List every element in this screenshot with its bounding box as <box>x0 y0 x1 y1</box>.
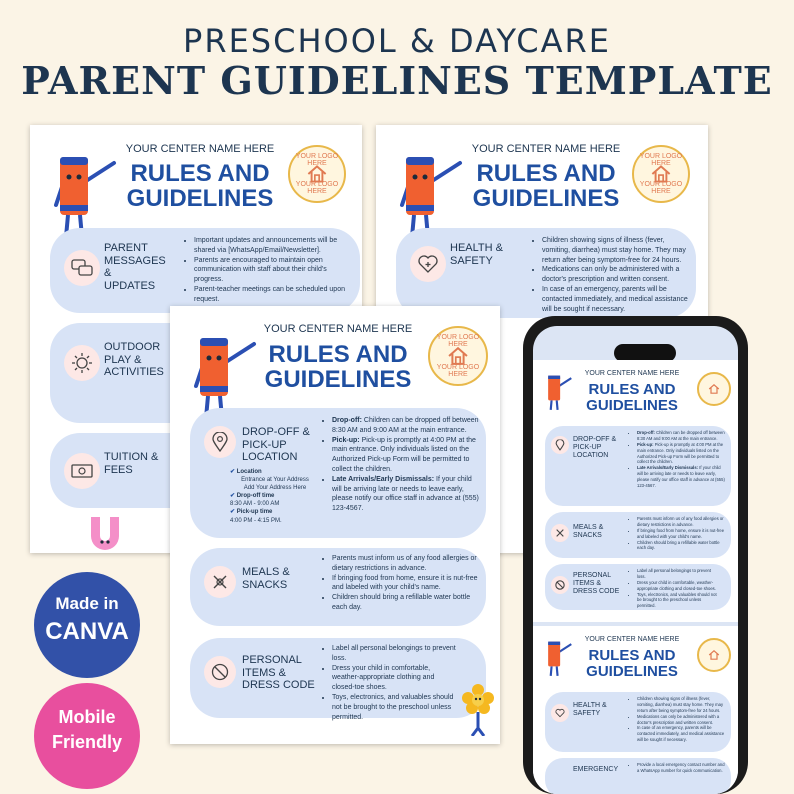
location-icon <box>212 432 228 452</box>
headline-main: PARENT GUIDELINES TEMPLATE <box>21 58 773 103</box>
logo-placeholder <box>697 638 731 672</box>
mini-section-personal <box>545 564 731 610</box>
canva-badge: Made in CANVA <box>34 572 140 678</box>
mini-page-1 <box>533 360 738 622</box>
mascot-illustration <box>543 368 573 414</box>
no-toys-icon <box>555 580 565 590</box>
no-toys-icon <box>211 663 229 681</box>
section-bullets: • Children showing signs of illness (fever, vomiting, diarrhea) must stay home. They may return after being symptom-free for 24 hours. • Medications can only be administered with a doctor's prescription and written consent. • In case of an emergency, parents will be contacted immediately, and medical assistance will be sought if necessary. <box>627 696 727 743</box>
section-bullets: • Label all personal belongings to prevent loss. • Dress your child in comfortable, weather-appropriate clothing and closed-toe shoes. • Toys, electronics, and valuables should not be brought to the preschool unless permitted. <box>322 644 458 722</box>
pickup-title: ✔ Pick-up time <box>230 509 273 516</box>
center-name: YOUR CENTER NAME HERE <box>584 370 680 377</box>
headline-top: PRESCHOOL & DAYCARE <box>183 22 611 60</box>
section-health-safety <box>396 228 696 318</box>
section-bullets: • Provide a local emergency contact number and a WhatsApp number for quick communication. <box>627 762 727 774</box>
meal-icon <box>211 573 229 591</box>
flower-character-illustration <box>462 684 494 736</box>
health-icon <box>417 254 439 274</box>
location-title: ✔ Location <box>230 469 262 475</box>
page-title: RULES AND GUIDELINES <box>126 160 274 213</box>
mini-section-emergency <box>545 758 731 794</box>
section-personal-items <box>190 638 486 721</box>
section-label: HEALTH & SAFETY <box>450 242 503 267</box>
section-label: HEALTH & SAFETY <box>573 702 607 718</box>
phone-mockup <box>523 316 748 794</box>
center-name: YOUR CENTER NAME HERE <box>584 636 680 643</box>
section-label: PERSONAL ITEMS & DRESS CODE <box>242 654 315 692</box>
section-label: MEALS & SNACKS <box>573 524 604 540</box>
section-label: MEALS & SNACKS <box>242 566 290 591</box>
section-bullets: • Label all personal belongings to prevent loss. • Dress your child in comfortable, weather-appropriate clothing and closed-toe shoes. • Toys, electronics, and valuables should not be brought to the preschool unless permitted. <box>627 568 717 609</box>
meal-icon <box>555 528 565 538</box>
health-icon <box>555 708 565 718</box>
section-parent-messages <box>50 228 360 313</box>
section-meals-snacks <box>190 548 486 626</box>
page-front <box>170 306 500 744</box>
house-icon <box>708 383 720 395</box>
check-icon: ✔ <box>230 509 236 516</box>
icon-circle <box>204 656 236 688</box>
magnet-character-illustration <box>88 508 122 553</box>
money-icon <box>71 464 93 478</box>
dropoff-title: ✔ Drop-off time <box>230 493 275 500</box>
house-icon <box>708 649 720 661</box>
icon-circle <box>551 436 569 454</box>
section-label: PARENT MESSAGES & UPDATES <box>104 242 166 292</box>
logo-placeholder: YOUR LOGO HERE YOUR LOGO HERE <box>288 145 346 203</box>
icon-circle <box>64 345 100 381</box>
section-bullets: • Parents must inform us of any food allergies or dietary restrictions in advance. • If bringing food from home, ensure it is nut-free and labeled with your child's name. • Children should bring a refillable water bottle each day. <box>322 554 482 613</box>
sun-icon <box>71 352 93 374</box>
mini-page-2 <box>533 626 738 794</box>
section-bullets: • Important updates and announcements will be shared via [WhatsApp/Email/Newsletter]. • Parents are encouraged to maintain open communication with staff about their child's progress. • Parent-teacher meetings can be scheduled upon request. <box>184 236 354 305</box>
section-bullets: • Drop-off: Children can be dropped off between 8:30 AM and 9:00 AM at the main entrance. • Pick-up: Pick-up is promptly at 4:00 PM at the main entrance. Only individuals listed on the Authorized Pick-up Form will be permitted to collect the children. • Late Arrivals/Early Dismissals: If your child will be arriving late or needs to leave early, please notify our office staff in advance at (555) 123-4567. <box>627 430 727 489</box>
mini-section-meals <box>545 512 731 558</box>
section-bullets: • Parents must inform us of any food allergies or dietary restrictions in advance. • If bringing food from home, ensure it is nut-free and labeled with your child's name. • Children should bring a refillable water bottle each day. <box>627 516 727 551</box>
page-title: RULES AND GUIDELINES <box>586 647 678 680</box>
logo-placeholder: YOUR LOGO HERE YOUR LOGO HERE <box>632 145 690 203</box>
mini-section-dropoff <box>545 426 731 506</box>
page-title: RULES AND GUIDELINES <box>472 160 620 213</box>
logo-placeholder: YOUR LOGO HERE YOUR LOGO HERE <box>428 326 488 386</box>
center-name: YOUR CENTER NAME HERE <box>263 323 413 335</box>
check-icon: ✔ <box>230 469 236 475</box>
section-label: OUTDOOR PLAY & ACTIVITIES <box>104 341 164 379</box>
section-bullets: • Children showing signs of illness (fever, vomiting, diarrhea) must stay home. They may return after being symptom-free for 24 hours. • Medications can only be administered with a doctor's prescription and written consent. • In case of an emergency, parents will be contacted immediately, and medical assistance will be sought if necessary. <box>532 236 692 314</box>
section-label: PERSONAL ITEMS & DRESS CODE <box>573 572 620 596</box>
page-title: RULES AND GUIDELINES <box>264 341 412 394</box>
center-name: YOUR CENTER NAME HERE <box>471 143 621 155</box>
center-name: YOUR CENTER NAME HERE <box>125 143 275 155</box>
location-details: ✔ Location Entrance at Your Address Add Your Address Here ✔ Drop-off time 8:30 AM - 9:00 AM ✔ Pick-up time 4:00 PM - 4:15 PM. <box>230 468 320 525</box>
chat-icon <box>71 259 93 277</box>
icon-circle <box>551 524 569 542</box>
check-icon: ✔ <box>230 493 236 500</box>
mobile-friendly-badge: Mobile Friendly <box>34 683 140 789</box>
icon-circle <box>551 704 569 722</box>
icon-circle <box>64 250 100 286</box>
section-label: TUITION & FEES <box>104 451 159 476</box>
icon-circle <box>204 426 236 458</box>
location-icon <box>556 440 565 451</box>
section-bullets: • Drop-off: Children can be dropped off between 8:30 AM and 9:00 AM at the main entrance. • Pick-up: Pick-up is promptly at 4:00 PM at the main entrance. Only individuals listed on the Authorized Pick-up Form will be permitted to collect the children. • Late Arrivals/Early Dismissals: If your child will be arriving late or needs to leave early, please notify our office staff in advance at (555) 123-4567. <box>322 416 482 514</box>
logo-placeholder <box>697 372 731 406</box>
page-title: RULES AND GUIDELINES <box>586 381 678 414</box>
icon-circle <box>410 246 446 282</box>
section-label: DROP-OFF & PICK-UP LOCATION <box>242 426 310 464</box>
mascot-illustration <box>543 634 573 680</box>
icon-circle <box>204 566 236 598</box>
phone-screen <box>533 326 738 794</box>
icon-circle <box>64 453 100 489</box>
section-label: DROP-OFF & PICK-UP LOCATION <box>573 436 617 460</box>
section-label: EMERGENCY <box>573 766 619 773</box>
icon-circle <box>551 576 569 594</box>
section-dropoff-pickup <box>190 408 486 538</box>
mini-section-health <box>545 692 731 752</box>
